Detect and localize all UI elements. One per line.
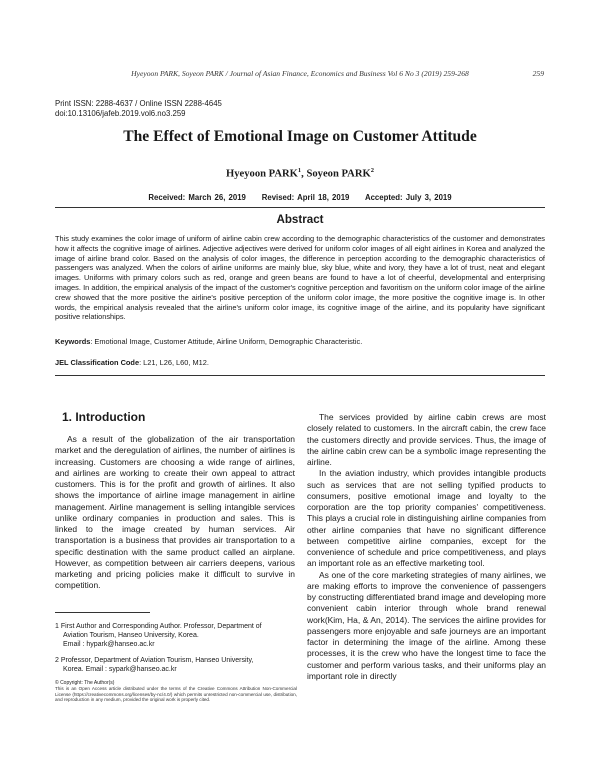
keywords-text: : Emotional Image, Customer Attitude, Airline Uniform, Demographic Characteristic. <box>90 337 363 346</box>
doi-line: doi:10.13106/jafeb.2019.vol6.no3.259 <box>55 109 186 118</box>
author-1-sup: 1 <box>297 167 302 174</box>
footnote-2 <box>55 656 300 674</box>
footnote-1-line3: Email : hypark@hanseo.ac.kr <box>63 641 155 648</box>
jel-text: : L21, L26, L60, M12. <box>139 358 209 367</box>
author-2-sup: 2 <box>370 167 374 174</box>
left-column <box>55 434 295 592</box>
dates-line <box>0 193 600 202</box>
right-column <box>307 412 546 682</box>
intro-paragraph-2: The services provided by airline cabin crews are most closely related to customers. In the aircraft cabin, the crew face the customers directly and provide services. Thus, the image of the airline cabin crew can be a symbolic image representing the airline. <box>307 412 546 467</box>
footnote-1-line1: 1 First Author and Corresponding Author. Professor, Department of <box>55 623 262 630</box>
intro-paragraph-1: As a result of the globalization of the air transportation market and the deregulation of airlines, the number of airlines is increasing. Customers are choosing a wide range of airlines, and airlines are working to create their own appeal to attract customers. This is for the profit and growth of airlines. It also shows the importance of airline image management in airline management. Airline management is selling intangible services unlike ordinary companies in production and sales. This is linked to the image created by human services. Air transportation is a business that provides air transportation to a specific destination with the same product called an airplane. However, as competition between air carriers deepens, various marketing and pricing policies make it difficult to survive in competition. <box>55 434 295 591</box>
intro-paragraph-3: In the aviation industry, which provides intangible products such as services that are not selling typified products to consumers, positive emotional image and loyalty to the corporation are the top priority companies' competitiveness. This plays a crucial role in distinguishing airline companies from other airline companies that have no significant difference between competitive airline companies, except for the convenience of schedule and price competitiveness, and plays an important role as an effective marketing tool. <box>307 468 546 569</box>
section-heading: 1. Introduction <box>62 410 146 424</box>
keywords-label: Keywords <box>55 337 91 346</box>
received-date: Received: March 26, 2019 <box>148 193 246 202</box>
footnote-1 <box>55 622 300 649</box>
keywords-line <box>55 337 545 347</box>
author-2-name: Soyeon PARK <box>306 168 371 180</box>
license-text: This is an Open Access article distributed under the terms of the Creative Commons Attribution Non-Commercial License (https://creativecommons.org/licenses/by-nc/4.0/) which permits unrestricted non-commercial use, distribution, and reproduction in any medium, provided the original work is properly cited. <box>55 686 297 703</box>
author-1-name: Hyeyoon PARK <box>226 168 298 180</box>
footnote-1-line2: Aviation Tourism, Hanseo University, Korea. <box>63 632 199 639</box>
footnote-rule <box>55 612 150 613</box>
author-line <box>0 167 600 180</box>
jel-line <box>55 358 545 368</box>
abstract-heading: Abstract <box>276 213 324 226</box>
bottom-divider <box>55 375 545 376</box>
issn-block <box>55 99 222 119</box>
footnote-2-line2: Korea. Email : sypark@hanseo.ac.kr <box>63 666 177 673</box>
running-header: Hyeyoon PARK, Soyeon PARK / Journal of Asian Finance, Economics and Business Vol 6 No 3 (2019) 259-268 <box>131 69 469 78</box>
copyright-line: © Copyright: The Author(s) <box>55 680 115 686</box>
paper-title: The Effect of Emotional Image on Customer Attitude <box>123 128 477 145</box>
author-separator: , <box>301 168 307 180</box>
page-number: 259 <box>532 69 544 78</box>
footnote-2-line1: 2 Professor, Department of Aviation Tourism, Hanseo University, <box>55 657 254 664</box>
issn-line: Print ISSN: 2288-4637 / Online ISSN 2288-4645 <box>55 99 222 108</box>
intro-paragraph-4: As one of the core marketing strategies of many airlines, we are making efforts to improve the convenience of passengers by constructing differentiated brand image and developing more convenient cabin interior through whole brand renewal work(Kim, Ha, & An, 2014). The services the airline provides for passengers more enjoyable and safe journeys are an important factor in determining the image of the airline. Among these processes, it is the crew who have the longest time to face the customer and perform various tasks, and their uniforms play an important role in directly <box>307 569 546 681</box>
abstract-text: This study examines the color image of uniform of airline cabin crew according to the demographic characteristics of the customer and demonstrates how it affects the cognitive image of airlines. Adjective adjectives were derived for uniform color images of all eight airlines in Korea and analyzed the image of airline brand color. Based on the analysis of color images, the difference in perception according to the demographic characteristics of passengers was analyzed. When the colors of airline uniforms are mainly blue, sky blue, white and ivory, they have a lot of trust, neat and elegant images. Uniforms with primary colors such as red, orange and green beans are found to have a lot of cheerful, developmental and enterprising images. In addition, the empirical analysis of the impact of the customer's cognitive perception and favoritism on the uniform color image of the airline crew showed that the more positive the airline's positive perception of the uniform color image, the more positive the cognitive image is. In other words, the empirical analysis revealed that the airline's uniform color image, its cognitive image of the airline, and its popularity have significant positive relationships. <box>55 234 545 322</box>
jel-label: JEL Classification Code <box>55 358 140 367</box>
top-divider <box>55 207 545 208</box>
accepted-date: Accepted: July 3, 2019 <box>364 193 452 202</box>
revised-date: Revised: April 18, 2019 <box>261 193 350 202</box>
